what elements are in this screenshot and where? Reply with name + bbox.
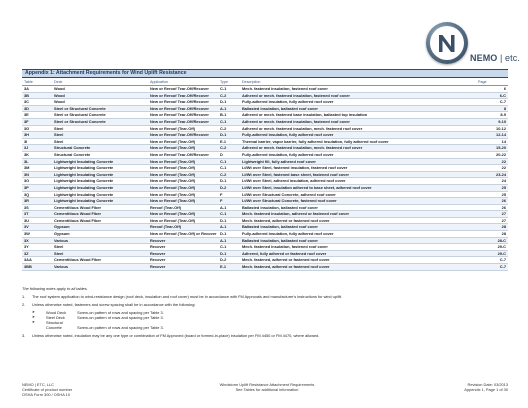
cell-description: Fully-adhered insulation, fully adhered roof cover xyxy=(240,151,476,158)
note-number: 1. xyxy=(22,294,26,299)
footer-certificate: Certificate of product number xyxy=(22,387,73,392)
table-row xyxy=(22,105,508,112)
cell-deck: Steel or Structural Concrete xyxy=(52,112,148,119)
cell-page: 22 xyxy=(476,158,508,165)
cell-type: C-1 xyxy=(218,118,240,125)
note-number: 3. xyxy=(22,333,26,338)
cell-description: Adhered or mech. fastened insulation, mech. fastened roof cover xyxy=(240,125,476,132)
cell-deck: Lightweight Insulating Concrete xyxy=(52,184,148,191)
cell-type: C-2 xyxy=(218,171,240,178)
cell-application: New or Reroof (Tear-Off) xyxy=(148,125,218,132)
cell-deck: Lightweight Insulating Concrete xyxy=(52,165,148,172)
cell-type: C-1 xyxy=(218,158,240,165)
cell-type: C-1 xyxy=(218,86,240,93)
cell-application: Recover xyxy=(148,250,218,257)
cell-description: Mech. fastened insulation, fastened roof cover xyxy=(240,86,476,93)
cell-type: D-1 xyxy=(218,231,240,238)
table-row xyxy=(22,171,508,178)
cell-table-id: 3V xyxy=(22,224,52,231)
cell-table-id: 3L xyxy=(22,158,52,165)
cell-type: D-1 xyxy=(218,99,240,106)
cell-description: Lt/Wt over Structural Concrete, adhered roof cover xyxy=(240,191,476,198)
cell-table-id: 3Z xyxy=(22,250,52,257)
cell-description: Fully-adhered insulation, fully adhered roof cover xyxy=(240,99,476,106)
cell-page: C-7 xyxy=(476,99,508,106)
bullet-label: Steel Deck xyxy=(46,315,65,320)
notes-section xyxy=(22,286,508,341)
cell-application: New or Reroof Tear-Off/Recover xyxy=(148,105,218,112)
cell-application: Recover xyxy=(148,244,218,251)
cell-table-id: 3R xyxy=(22,198,52,205)
cell-table-id: 3J xyxy=(22,145,52,152)
table-row xyxy=(22,145,508,152)
cell-description: Adhered, fully adhered or fastened roof cover xyxy=(240,250,476,257)
cell-type: C-1 xyxy=(218,211,240,218)
footer-doc-title: Windstorm Uplift Resistance Attachment Requirements xyxy=(219,382,315,387)
requirements-table xyxy=(22,79,508,271)
cell-deck: Various xyxy=(52,237,148,244)
cell-page: 14 xyxy=(476,138,508,145)
cell-deck: Cementitious Wood Fiber xyxy=(52,257,148,264)
cell-description: Mech. fastened, adhered or fastened roof cover xyxy=(240,217,476,224)
cell-application: New or Reroof (Tear-Off) xyxy=(148,198,218,205)
cell-description: Lt/Wt over Structural Concrete, fastened roof cover xyxy=(240,198,476,205)
table-row xyxy=(22,151,508,158)
table-row xyxy=(22,184,508,191)
cell-table-id: 3N xyxy=(22,171,52,178)
cell-deck: Steel or Structural Concrete xyxy=(52,105,148,112)
table-row xyxy=(22,204,508,211)
table-row xyxy=(22,178,508,185)
note-text: Unless otherwise noted, fasteners and screw spacing shall be in accordance with the following: xyxy=(32,302,196,307)
cell-application: New or Reroof (Tear-Off) xyxy=(148,178,218,185)
logo-text xyxy=(470,53,520,63)
cell-application: Recover xyxy=(148,237,218,244)
cell-description: Adhered or mech. fastened insulation, mech. fastened roof cover xyxy=(240,145,476,152)
cell-deck: Lightweight Insulating Concrete xyxy=(52,158,148,165)
cell-description: Mech. fastened, adhered or fastened roof cover xyxy=(240,264,476,271)
cell-type: F xyxy=(218,198,240,205)
cell-description: Lt/Wt over Steel, fastened base sheet, fastened roof cover xyxy=(240,171,476,178)
cell-type: C-2 xyxy=(218,125,240,132)
cell-deck: Steel xyxy=(52,138,148,145)
cell-page: 29-C xyxy=(476,244,508,251)
cell-deck: Cementitious Wood Fiber xyxy=(52,204,148,211)
header-type: Type xyxy=(218,79,240,86)
cell-application: New or Reroof Tear-Off/Recover xyxy=(148,99,218,106)
cell-application: New or Reroof (Tear-Off) xyxy=(148,184,218,191)
company-logo xyxy=(420,16,526,70)
note-3 xyxy=(22,333,508,338)
cell-page: 20-22 xyxy=(476,151,508,158)
table-row xyxy=(22,264,508,271)
logo-brand: NEMO xyxy=(470,53,498,63)
cell-type: C-1 xyxy=(218,165,240,172)
arrow-bullet-icon: ➤ xyxy=(32,315,36,319)
cell-page: 6-C xyxy=(476,92,508,99)
cell-type: E-1 xyxy=(218,264,240,271)
cell-table-id: 3S xyxy=(22,204,52,211)
cell-page: 23-24 xyxy=(476,171,508,178)
cell-table-id: 3B xyxy=(22,92,52,99)
cell-deck: Cementitious Wood Fiber xyxy=(52,217,148,224)
cell-application: Recover xyxy=(148,257,218,264)
cell-page: 26 xyxy=(476,204,508,211)
cell-deck: Lightweight Insulating Concrete xyxy=(52,171,148,178)
cell-page: 8-9 xyxy=(476,112,508,119)
cell-deck: Various xyxy=(52,264,148,271)
cell-application: New or Reroof Tear-Off/Recover xyxy=(148,118,218,125)
cell-table-id: 3X xyxy=(22,237,52,244)
footer-page-number: Appendix 1, Page 1 of 30 xyxy=(464,387,508,392)
cell-description: Lt/Wt over Steel, adhered insulation, adhered roof cover xyxy=(240,178,476,185)
cell-type: D-2 xyxy=(218,257,240,264)
cell-application: New or Reroof Tear-Off/Recover xyxy=(148,86,218,93)
cell-application: New or Reroof (Tear-Off) xyxy=(148,211,218,218)
cell-type: D xyxy=(218,151,240,158)
table-row xyxy=(22,86,508,93)
cell-table-id: 3T xyxy=(22,211,52,218)
table-row xyxy=(22,118,508,125)
cell-page: 9-10 xyxy=(476,118,508,125)
table-row xyxy=(22,250,508,257)
cell-table-id: 3K xyxy=(22,151,52,158)
cell-deck: Lightweight Insulating Concrete xyxy=(52,191,148,198)
cell-page: C-7 xyxy=(476,257,508,264)
cell-table-id: 3M xyxy=(22,165,52,172)
cell-application: New or Reroof Tear-Off/Recover xyxy=(148,151,218,158)
cell-application: Recover xyxy=(148,264,218,271)
table-row xyxy=(22,92,508,99)
cell-table-id: 3O xyxy=(22,178,52,185)
bullet-text: Screw-on pattern of rows and spacing per Table 3. xyxy=(77,315,164,320)
header-table: Table xyxy=(22,79,52,86)
table-row xyxy=(22,165,508,172)
cell-type: C-2 xyxy=(218,145,240,152)
cell-description: Adhered or mech. fastened insulation, fastened roof cover xyxy=(240,118,476,125)
cell-description: Lt/Wt over Steel, insulation adhered to base sheet, adhered roof cover xyxy=(240,184,476,191)
table-row xyxy=(22,191,508,198)
cell-page: 28 xyxy=(476,224,508,231)
footer-left xyxy=(22,382,72,397)
cell-table-id: 3I xyxy=(22,138,52,145)
bullet-text: Screw-on pattern of rows and spacing per Table 3. xyxy=(77,325,164,330)
cell-page: 29-C xyxy=(476,250,508,257)
cell-type: D-1 xyxy=(218,178,240,185)
cell-page: 26 xyxy=(476,198,508,205)
header-page: Page xyxy=(476,79,508,86)
bullet-label: Wood Deck xyxy=(46,310,67,315)
cell-page: 28-C xyxy=(476,237,508,244)
cell-page: 25 xyxy=(476,191,508,198)
cell-deck: Steel xyxy=(52,125,148,132)
cell-application: New or Reroof Tear-Off/Recover xyxy=(148,112,218,119)
cell-description: Fully-adhered insulation, fully adhered roof cover xyxy=(240,231,476,238)
footer-right xyxy=(464,382,508,392)
table-title: Appendix 1: Attachment Requirements for Wind Uplift Resistance xyxy=(25,70,187,76)
cell-deck: Steel xyxy=(52,132,148,139)
cell-page: 8 xyxy=(476,105,508,112)
cell-type: E-1 xyxy=(218,138,240,145)
cell-description: Lightweight fill, fully adhered roof cover xyxy=(240,158,476,165)
bullet-label: Structural Concrete xyxy=(46,320,63,330)
cell-page: 22 xyxy=(476,165,508,172)
cell-page: 15-20 xyxy=(476,145,508,152)
cell-table-id: 3H xyxy=(22,132,52,139)
note-number: 2. xyxy=(22,302,26,307)
cell-description: Fully-adhered insulation, fully adhered roof cover xyxy=(240,132,476,139)
arrow-bullet-icon: ➤ xyxy=(32,310,36,314)
cell-page: 12-14 xyxy=(476,132,508,139)
table-row xyxy=(22,132,508,139)
cell-type: D-2 xyxy=(218,184,240,191)
cell-deck: Wood xyxy=(52,92,148,99)
cell-description: Mech. fastened, adhered or fastened roof cover xyxy=(240,257,476,264)
note-2 xyxy=(22,302,508,307)
cell-deck: Structural Concrete xyxy=(52,151,148,158)
table-row xyxy=(22,231,508,238)
cell-page: 10-12 xyxy=(476,125,508,132)
cell-description: Lt/Wt over Steel, fastened insulation, fastened roof cover xyxy=(240,165,476,172)
cell-table-id: 3G xyxy=(22,125,52,132)
cell-page: 27 xyxy=(476,217,508,224)
cell-table-id: 3D xyxy=(22,105,52,112)
cell-application: Reroof (Tear-Off) xyxy=(148,224,218,231)
cell-type: D-1 xyxy=(218,217,240,224)
cell-type: D-1 xyxy=(218,132,240,139)
cell-table-id: 3AA xyxy=(22,257,52,264)
cell-type: B-1 xyxy=(218,112,240,119)
cell-description: Ballasted insulation, ballasted roof cover xyxy=(240,204,476,211)
cell-table-id: 3P xyxy=(22,184,52,191)
cell-table-id: 3F xyxy=(22,118,52,125)
cell-table-id: 3BB xyxy=(22,264,52,271)
cell-page: C-7 xyxy=(476,264,508,271)
table-row xyxy=(22,198,508,205)
table-row xyxy=(22,217,508,224)
table-title-bar xyxy=(22,69,508,78)
cell-page: 27 xyxy=(476,211,508,218)
cell-deck: Wood xyxy=(52,86,148,93)
cell-application: New or Reroof (Tear-Off) xyxy=(148,138,218,145)
cell-description: Thermal barrier, vapor barrier, fully adhered insulation, fully adhered roof cover xyxy=(240,138,476,145)
header-description: Description xyxy=(240,79,476,86)
cell-table-id: 3Q xyxy=(22,191,52,198)
table-row xyxy=(22,211,508,218)
cell-type: A-1 xyxy=(218,105,240,112)
footer-revision: Revision Date: 03/2013 xyxy=(467,382,508,387)
cell-type: C-1 xyxy=(218,244,240,251)
note-text: The roof system application to wind-resistance design (roof deck, insulation and roof cover) must be in accordance with FM Approvals and manufacturer's instructions for wind uplift. xyxy=(32,294,342,299)
cell-description: Mech. fastened insulation, adhered or fastened roof cover xyxy=(240,211,476,218)
table-row xyxy=(22,112,508,119)
cell-type: F xyxy=(218,191,240,198)
note-1 xyxy=(22,294,508,299)
cell-table-id: 3Y xyxy=(22,244,52,251)
cell-application: New or Reroof Tear-Off/Recover xyxy=(148,132,218,139)
table-row xyxy=(22,158,508,165)
cell-type: D-1 xyxy=(218,250,240,257)
cell-description: Ballasted insulation, ballasted roof cover xyxy=(240,237,476,244)
cell-application: New or Reroof (Tear-Off) xyxy=(148,165,218,172)
cell-deck: Gypsum xyxy=(52,231,148,238)
cell-deck: Cementitious Wood Fiber xyxy=(52,211,148,218)
table-row xyxy=(22,125,508,132)
cell-application: Reroof (Tear-Off) xyxy=(148,204,218,211)
cell-deck: Steel or Structural Concrete xyxy=(52,118,148,125)
table-row xyxy=(22,224,508,231)
cell-deck: Wood xyxy=(52,99,148,106)
footer-middle xyxy=(172,382,362,392)
cell-page: 6 xyxy=(476,86,508,93)
cell-application: New or Reroof (Tear-Off) xyxy=(148,171,218,178)
cell-type: A-1 xyxy=(218,224,240,231)
bullet-text: Screw-on pattern of rows and spacing per Table 3. xyxy=(77,310,164,315)
table-row xyxy=(22,244,508,251)
notes-intro: The following notes apply to all tables. xyxy=(22,286,88,291)
cell-application: New or Reroof (Tear-Off) xyxy=(148,217,218,224)
cell-table-id: 3U xyxy=(22,217,52,224)
arrow-bullet-icon: ➤ xyxy=(32,320,36,324)
table-row xyxy=(22,237,508,244)
cell-page: 24 xyxy=(476,178,508,185)
cell-application: New or Reroof (Tear-Off) xyxy=(148,145,218,152)
cell-description: Ballasted insulation, ballasted roof cover xyxy=(240,105,476,112)
note-bullet xyxy=(22,320,508,330)
cell-description: Mech. fastened insulation, fastened roof cover xyxy=(240,244,476,251)
cell-description: Adhered or mech. fastened base insulation, ballasted top insulation xyxy=(240,112,476,119)
table-row xyxy=(22,138,508,145)
cell-deck: Steel xyxy=(52,244,148,251)
cell-application: New or Reroof Tear-Off/Recover xyxy=(148,92,218,99)
table-row xyxy=(22,99,508,106)
logo-n-icon xyxy=(426,22,468,64)
cell-deck: Lightweight Insulating Concrete xyxy=(52,198,148,205)
page-footer xyxy=(22,382,508,400)
cell-description: Adhered or mech. fastened insulation, fastened roof cover xyxy=(240,92,476,99)
cell-application: New or Reroof (Tear-Off) or Recover xyxy=(150,231,217,237)
footer-company: NEMO | ETC, LLC xyxy=(22,382,54,387)
cell-table-id: 3C xyxy=(22,99,52,106)
cell-application: New or Reroof (Tear-Off) xyxy=(148,191,218,198)
cell-type: A-1 xyxy=(218,237,240,244)
cell-page: 25 xyxy=(476,184,508,191)
table-row xyxy=(22,257,508,264)
header-deck: Deck xyxy=(52,79,148,86)
cell-table-id: 3E xyxy=(22,112,52,119)
footer-doc-note: See Tables for additional information xyxy=(235,387,299,392)
table-body xyxy=(22,86,508,271)
cell-table-id: 3A xyxy=(22,86,52,93)
cell-deck: Gypsum xyxy=(52,224,148,231)
footer-form: OSHA Form 300 / OSHA 10 xyxy=(22,392,71,397)
cell-deck: Structural Concrete xyxy=(52,145,148,152)
header-application: Application xyxy=(148,79,218,86)
cell-deck: Lightweight Insulating Concrete xyxy=(52,178,148,185)
cell-application: New or Reroof (Tear-Off) xyxy=(148,158,218,165)
cell-description: Ballasted insulation, ballasted roof cover xyxy=(240,224,476,231)
cell-type: A-1 xyxy=(218,204,240,211)
logo-suffix: | etc. xyxy=(500,53,520,63)
cell-deck: Steel xyxy=(52,250,148,257)
cell-page: 28 xyxy=(476,231,508,238)
cell-table-id: 3W xyxy=(22,231,52,238)
note-text: Unless otherwise noted, insulation may be any one type or combination of FM Approved (board or formed-in-place) insulation per FM 4450 or FM 4470, where allowed. xyxy=(32,333,320,338)
cell-type: C-2 xyxy=(218,92,240,99)
